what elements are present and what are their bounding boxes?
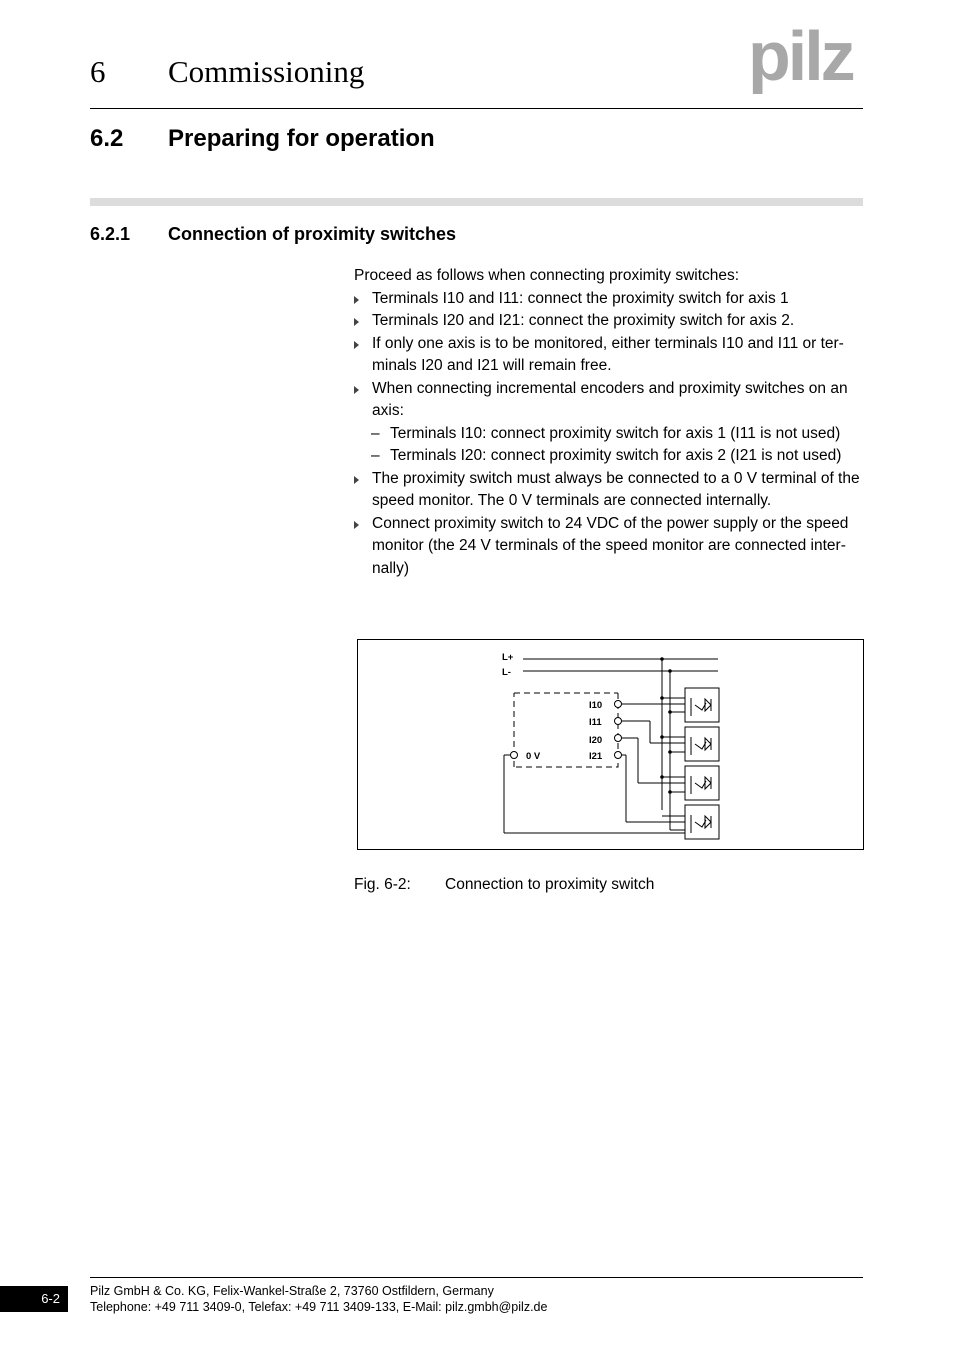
bullet-item: Connect proximity switch to 24 VDC of the power supply or the speed monitor (the 24 V terminals of the speed monitor are connected inter-nally): [354, 513, 866, 581]
terminal-i10: [615, 701, 622, 708]
terminal-i11: [615, 718, 622, 725]
section-title: Preparing for operation: [168, 125, 435, 152]
pilz-logo: [748, 28, 864, 94]
footer-rule: [90, 1277, 863, 1278]
wiring-diagram: [358, 640, 863, 849]
subsection-title: Connection of proximity switches: [168, 224, 457, 244]
bullet-item: Terminals I20 and I21: connect the proximity switch for axis 2.: [354, 310, 866, 333]
chapter-number: 6: [90, 54, 106, 89]
label-l-plus: L+: [502, 652, 514, 663]
label-0v: 0 V: [526, 751, 541, 762]
label-i21: I21: [589, 751, 603, 762]
dash-marker: –: [371, 424, 380, 442]
chapter-title: Commissioning: [168, 54, 365, 89]
label-i11: I11: [589, 717, 602, 728]
section-divider-bar: [90, 198, 863, 206]
dash-item: – Terminals I10: connect proximity switch for axis 1 (I11 is not used): [354, 423, 866, 446]
page-number: 6-2: [0, 1286, 68, 1312]
bullet-item: Terminals I10 and I11: connect the proximity switch for axis 1: [354, 288, 866, 311]
body-text: [354, 265, 866, 580]
wiring-diagram-frame: [357, 639, 864, 850]
proximity-switch-3: [685, 766, 719, 800]
proximity-switch-4: [685, 805, 719, 839]
figure-caption: Connection to proximity switch: [445, 876, 655, 893]
proximity-switch-2: [685, 727, 719, 761]
intro-paragraph: Proceed as follows when connecting proximity switches:: [354, 267, 740, 284]
label-l-minus: L-: [502, 667, 511, 678]
footer-contact: Telephone: +49 711 3409-0, Telefax: +49 711 3409-133, E-Mail: pilz.gmbh@pilz.de: [90, 1300, 548, 1314]
terminal-i21: [615, 752, 622, 759]
bullet-item: If only one axis is to be monitored, either terminals I10 and I11 or ter-minals I20 and I21 will remain free.: [354, 333, 866, 378]
bullet-item: When connecting incremental encoders and proximity switches on an axis:: [354, 378, 866, 423]
dash-item: – Terminals I20: connect proximity switch for axis 2 (I21 is not used): [354, 445, 866, 468]
svg-text:pilz: pilz: [748, 28, 853, 94]
figure-number: Fig. 6-2:: [354, 876, 411, 893]
dash-marker: –: [371, 447, 380, 464]
footer-address: Pilz GmbH & Co. KG, Felix-Wankel-Straße 2, 73760 Ostfildern, Germany: [90, 1284, 494, 1298]
bullet-arrow-icon: [354, 318, 359, 326]
terminal-0v: [511, 752, 518, 759]
bullet-arrow-icon: [354, 476, 359, 484]
bullet-item: The proximity switch must always be connected to a 0 V terminal of the speed monitor. The 0 V terminals are connected internally.: [354, 468, 866, 513]
bullet-arrow-icon: [354, 521, 359, 529]
section-number: 6.2: [90, 125, 124, 152]
header-rule: [90, 108, 863, 109]
subsection-number: 6.2.1: [90, 224, 131, 244]
proximity-switch-1: [685, 688, 719, 722]
bullet-arrow-icon: [354, 341, 359, 349]
terminal-i20: [615, 735, 622, 742]
label-i20: I20: [589, 735, 603, 746]
bullet-arrow-icon: [354, 386, 359, 394]
label-i10: I10: [589, 700, 603, 711]
bullet-arrow-icon: [354, 296, 359, 304]
